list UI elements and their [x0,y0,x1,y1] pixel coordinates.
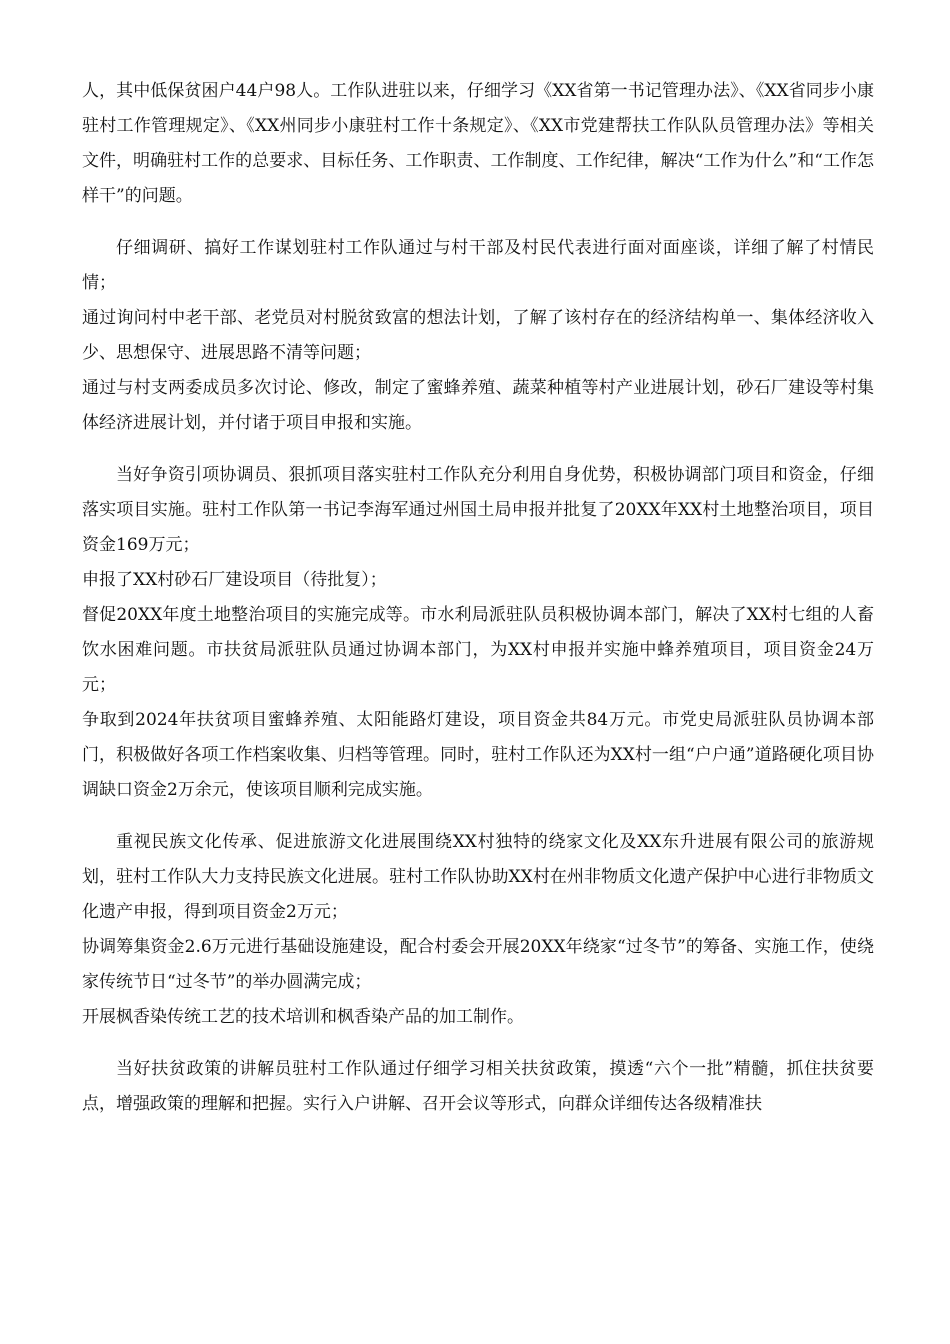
paragraph-projects: 当好争资引项协调员、狠抓项目落实驻村工作队充分利用自身优势，积极协调部门项目和资金，仔细落实项目实施。驻村工作队第一书记李海军通过州国土局申报并批复了20XX年XX村土地整治项目，项目资金169万元； [82,465,874,555]
paragraph-culture-item: 协调筹集资金2.6万元进行基础设施建设，配合村委会开展20XX年绕家“过冬节”的筹备、实施工作，使绕家传统节日“过冬节”的举办圆满完成； [82,937,874,992]
paragraph-projects-item: 争取到2024年扶贫项目蜜蜂养殖、太阳能路灯建设，项目资金共84万元。市党史局派驻队员协调本部门，积极做好各项工作档案收集、归档等管理。同时，驻村工作队还为XX村一组“户户通”道路硬化项目协调缺口资金2万余元，使该项目顺利完成实施。 [82,710,874,800]
paragraph-projects-item: 申报了XX村砂石厂建设项目（待批复）； [82,570,387,590]
paragraph-culture-item: 开展枫香染传统工艺的技术培训和枫香染产品的加工制作。 [82,1007,524,1027]
paragraph-research-item: 通过询问村中老干部、老党员对村脱贫致富的想法计划，了解了该村存在的经济结构单一、集体经济收入少、思想保守、进展思路不清等问题； [82,308,874,363]
paragraph-intro: 人，其中低保贫困户44户98人。工作队进驻以来，仔细学习《XX省第一书记管理办法》、《XX省同步小康驻村工作管理规定》、《XX州同步小康驻村工作十条规定》、《XX市党建帮扶工作队队员管理办法》等相关文件，明确驻村工作的总要求、目标任务、工作职责、工作制度、工作纪律，解决“工作为什么”和“工作怎样干”的问题。 [82,81,874,206]
paragraph-gap [82,1035,874,1052]
document-page [82,74,874,1122]
paragraph-policy: 当好扶贫政策的讲解员驻村工作队通过仔细学习相关扶贫政策，摸透“六个一批”精髓，抓住扶贫要点，增强政策的理解和把握。实行入户讲解、召开会议等形式，向群众详细传达各级精准扶 [82,1059,874,1114]
paragraph-gap [82,214,874,231]
paragraph-culture: 重视民族文化传承、促进旅游文化进展围绕XX村独特的绕家文化及XX东升进展有限公司的旅游规划，驻村工作队大力支持民族文化进展。驻村工作队协助XX村在州非物质文化遗产保护中心进行非物质文化遗产申报，得到项目资金2万元； [82,832,874,922]
paragraph-gap [82,808,874,825]
paragraph-research: 仔细调研、搞好工作谋划驻村工作队通过与村干部及村民代表进行面对面座谈，详细了解了村情民情； [82,238,874,293]
paragraph-research-item: 通过与村支两委成员多次讨论、修改，制定了蜜蜂养殖、蔬菜种植等村产业进展计划，砂石厂建设等村集体经济进展计划，并付诸于项目申报和实施。 [82,378,874,433]
paragraph-projects-item: 督促20XX年度土地整治项目的实施完成等。市水利局派驻队员积极协调本部门，解决了XX村七组的人畜饮水困难问题。市扶贫局派驻队员通过协调本部门，为XX村申报并实施中蜂养殖项目，项目资金24万元； [82,605,874,695]
paragraph-gap [82,441,874,458]
